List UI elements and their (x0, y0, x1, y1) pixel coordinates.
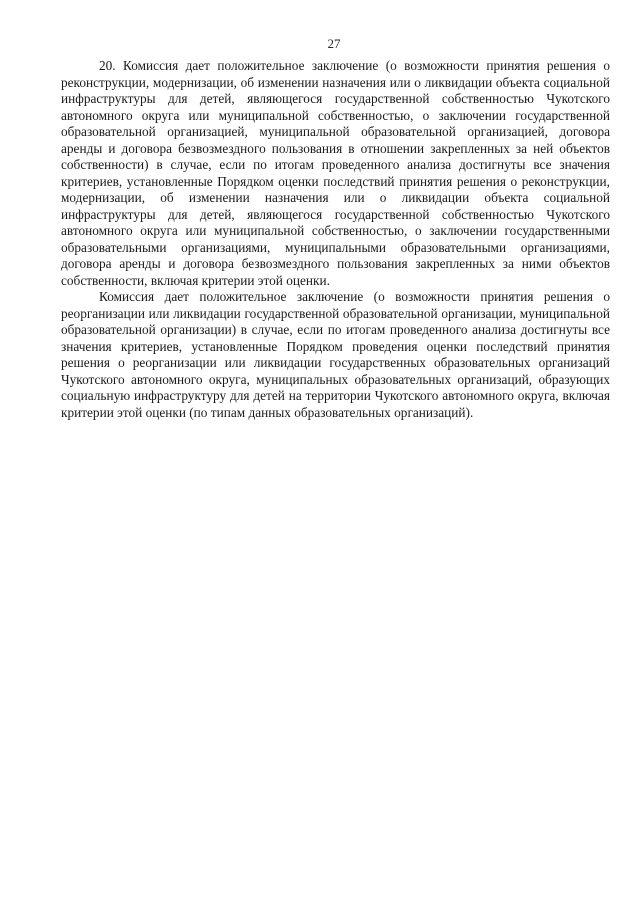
page-number: 27 (327, 36, 341, 51)
paragraph-commission-reorganization: Комиссия дает положительное заключение (о возможности принятия решения о реорганизации или ликвидации государственной образовательной организации, муниципальной образовательной организации) в случае, если по итогам проведенного анализа достигнуты все значения критериев, установленные Порядком проведения оценки последствий принятия решения о реорганизации или ликвидации государственных образовательных организаций Чукотского автономного округа, муниципальных образовательных организаций, образующих социальную инфраструктуру для детей на территории Чукотского автономного округа, включая критерии этой оценки (по типам данных образовательных организаций). (61, 289, 610, 420)
paragraph-20: 20. Комиссия дает положительное заключение (о возможности принятия решения о реконструкции, модернизации, об изменении назначения или о ликвидации объекта социальной инфраструктуры для детей, являющегося государственной собственностью Чукотского автономного округа или муниципальной собственностью, о заключении государственной образовательной организацией, муниципальной образовательной организацией, договора аренды и договора безвозмездного пользования в отношении закрепленных за ней объектов собственности) в случае, если по итогам проведенного анализа достигнуты все значения критериев, установленные Порядком оценки последствий принятия решения о реконструкции, модернизации, об изменении назначения или о ликвидации объекта социальной инфраструктуры для детей, являющегося государственной собственностью Чукотского автономного округа или муниципальной собственностью, о заключении государственными образовательными организациями, муниципальными образовательными организациями, договора аренды и договора безвозмездного пользования закрепленных за ними объектов собственности, включая критерии этой оценки. (61, 58, 610, 288)
document-body (61, 58, 610, 421)
